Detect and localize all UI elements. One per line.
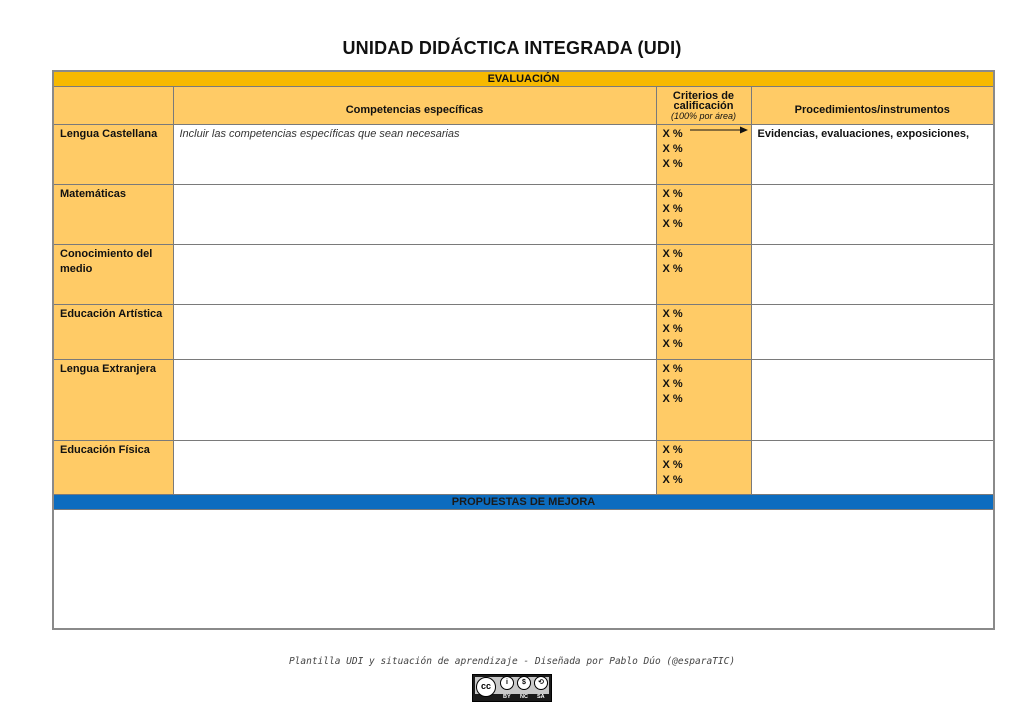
area-label: Educación Física [53,441,173,495]
criterios-header-line1: Criterios de [672,89,735,102]
criterio-value: X % [662,363,683,375]
table-row [53,125,994,185]
criterios-header-note: (100% por área) [670,110,737,121]
table-row [53,185,994,245]
criterios-header-line2: calificación [673,99,734,112]
procedimientos-cell[interactable] [751,245,994,305]
sa-sharealike-icon: ⟲ [534,676,548,690]
area-label: Lengua Castellana [53,125,173,185]
criterio-value: X % [662,203,683,215]
criterios-cell[interactable] [656,185,751,245]
by-attribution-icon: i [500,676,514,690]
procedimientos-cell[interactable] [751,305,994,360]
table-row [53,245,994,305]
criterio-value: X % [662,444,683,456]
arrow-right-icon [690,125,748,135]
area-label: Lengua Extranjera [53,360,173,441]
criterios-cell[interactable] [656,305,751,360]
area-label: Educación Artística [53,305,173,360]
competencias-cell[interactable] [173,441,656,495]
footer-credit: Plantilla UDI y situación de aprendizaje - Diseñada por Pablo Dúo (@esparaTIC) [288,656,736,667]
criterio-value: X % [662,338,683,350]
area-label: Matemáticas [53,185,173,245]
cc-by-nc-sa-icon [472,674,552,702]
criterio-value: X % [662,308,683,320]
criterios-cell[interactable] [656,245,751,305]
criterios-header [656,87,751,125]
nc-noncommercial-icon: $ [517,676,531,690]
criterio-value: X % [662,474,683,486]
criterio-value: X % [662,218,683,230]
criterio-value: X % [662,158,683,170]
competencias-cell[interactable] [173,305,656,360]
competencias-cell[interactable] [173,185,656,245]
cc-label-sa: SA [537,694,545,700]
area-label: Conocimiento del medio [53,245,173,305]
criterio-value: X % [662,323,683,335]
evaluation-table [52,70,995,630]
criterio-value: X % [662,143,683,155]
cc-logo-icon: cc [476,677,496,697]
criterio-value: X % [662,248,683,260]
criterio-value: X % [662,459,683,471]
area-header-cell [53,87,173,125]
criterio-value: X % [662,128,683,140]
criterios-cell[interactable] [656,441,751,495]
criterio-value: X % [662,378,683,390]
procedimientos-cell[interactable]: Evidencias, evaluaciones, exposiciones, [751,125,994,185]
procedimientos-header: Procedimientos/instrumentos [751,87,994,125]
page-title: UNIDAD DIDÁCTICA INTEGRADA (UDI) [342,38,682,58]
competencias-cell[interactable] [173,360,656,441]
procedimientos-cell[interactable] [751,360,994,441]
criterio-value: X % [662,393,683,405]
procedimientos-cell[interactable] [751,441,994,495]
criterio-value: X % [662,188,683,200]
evaluacion-section-header: EVALUACIÓN [53,71,994,87]
cc-label-nc: NC [520,694,528,700]
cc-label-by: BY [503,694,511,700]
competencias-cell[interactable]: Incluir las competencias específicas que sean necesarias [173,125,656,185]
criterio-value: X % [662,263,683,275]
criterios-cell[interactable] [656,360,751,441]
table-row [53,360,994,441]
table-row [53,305,994,360]
table-row [53,441,994,495]
competencias-cell[interactable] [173,245,656,305]
mejora-content-area[interactable] [53,510,994,630]
procedimientos-cell[interactable] [751,185,994,245]
competencias-header: Competencias específicas [173,87,656,125]
mejora-section-header: PROPUESTAS DE MEJORA [53,495,994,510]
